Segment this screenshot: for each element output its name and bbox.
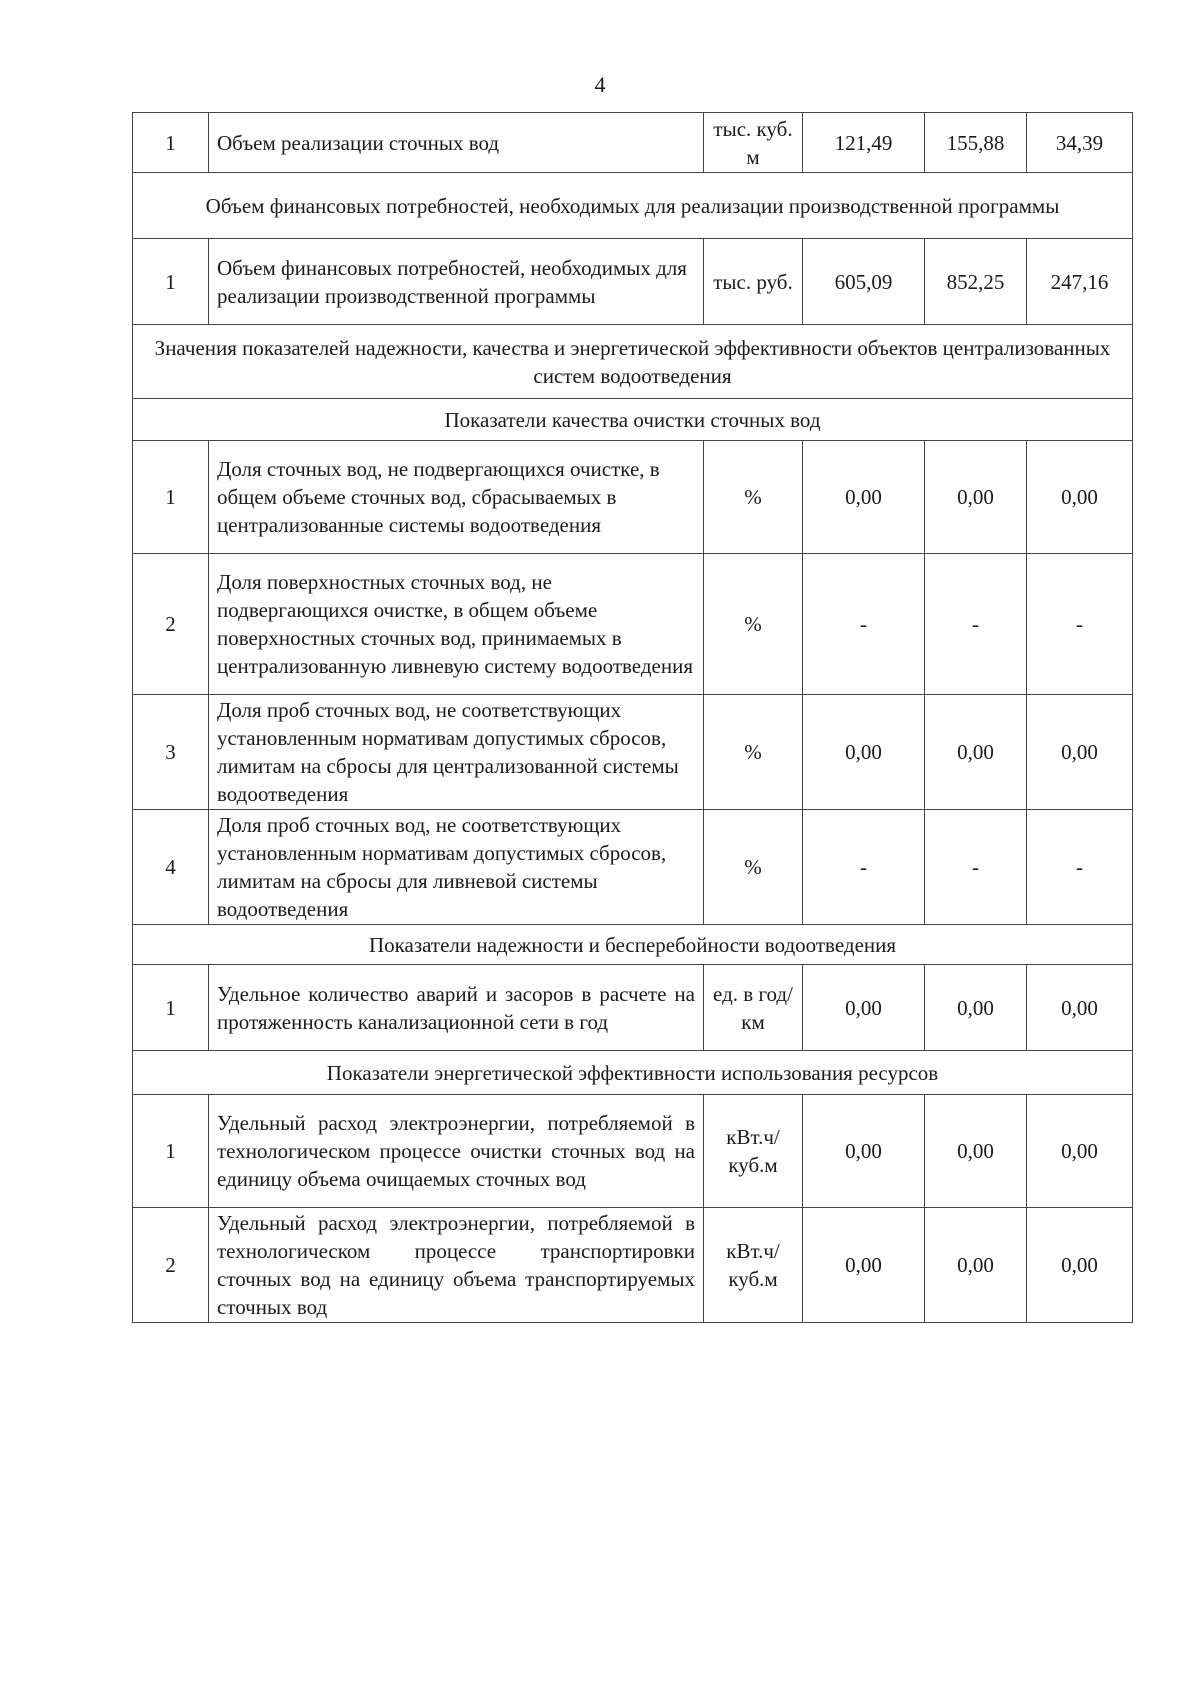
value-3: 0,00 [1027, 441, 1133, 554]
row-number: 3 [133, 695, 209, 810]
value-2: 0,00 [925, 965, 1027, 1051]
indicators-table [132, 112, 1133, 1323]
indicator-unit: % [704, 554, 803, 695]
value-3: 0,00 [1027, 965, 1133, 1051]
indicator-name: Доля проб сточных вод, не соответствующих установленным нормативам допустимых сбросов, лимитам на сбросы для централизованной системы водоотведения [209, 695, 704, 810]
section-header: Значения показателей надежности, качества и энергетической эффективности объектов централизованных систем водоотведения [133, 325, 1133, 399]
table-row [133, 810, 1133, 925]
table-row [133, 965, 1133, 1051]
value-1: 0,00 [803, 965, 925, 1051]
section-header-row [133, 173, 1133, 239]
row-number: 2 [133, 1208, 209, 1323]
row-number: 1 [133, 113, 209, 173]
table-row [133, 441, 1133, 554]
value-1: - [803, 810, 925, 925]
section-header-row [133, 399, 1133, 441]
value-3: 0,00 [1027, 1095, 1133, 1208]
value-2: - [925, 810, 1027, 925]
table-row [133, 1208, 1133, 1323]
section-header-row [133, 1051, 1133, 1095]
page-number: 4 [594, 72, 606, 97]
table-row [133, 1095, 1133, 1208]
row-number: 1 [133, 965, 209, 1051]
row-number: 2 [133, 554, 209, 695]
value-3: 0,00 [1027, 1208, 1133, 1323]
section-header: Показатели надежности и бесперебойности водоотведения [133, 925, 1133, 965]
value-1: 605,09 [803, 239, 925, 325]
value-3: 34,39 [1027, 113, 1133, 173]
section-header: Показатели качества очистки сточных вод [133, 399, 1133, 441]
indicator-unit: % [704, 810, 803, 925]
row-number: 1 [133, 239, 209, 325]
indicator-name: Объем реализации сточных вод [209, 113, 704, 173]
indicator-name: Удельное количество аварий и засоров в расчете на протяженность канализационной сети в год [209, 965, 704, 1051]
value-1: 0,00 [803, 441, 925, 554]
value-3: - [1027, 554, 1133, 695]
value-2: 0,00 [925, 441, 1027, 554]
value-1: 0,00 [803, 1095, 925, 1208]
table-row [133, 695, 1133, 810]
row-number: 1 [133, 1095, 209, 1208]
value-2: 0,00 [925, 1208, 1027, 1323]
value-1: 0,00 [803, 695, 925, 810]
table-row [133, 554, 1133, 695]
value-1: 121,49 [803, 113, 925, 173]
section-header: Объем финансовых потребностей, необходимых для реализации производственной программы [133, 173, 1133, 239]
indicator-unit: кВт.ч/ куб.м [704, 1208, 803, 1323]
section-header-row [133, 925, 1133, 965]
value-3: 247,16 [1027, 239, 1133, 325]
indicator-name: Доля проб сточных вод, не соответствующих установленным нормативам допустимых сбросов, лимитам на сбросы для ливневой системы водоотведения [209, 810, 704, 925]
indicator-name: Объем финансовых потребностей, необходимых для реализации производственной программы [209, 239, 704, 325]
value-2: 0,00 [925, 695, 1027, 810]
indicator-unit: кВт.ч/ куб.м [704, 1095, 803, 1208]
indicator-unit: % [704, 695, 803, 810]
indicator-name: Удельный расход электроэнергии, потребляемой в технологическом процессе очистки сточных вод на единицу объема очищаемых сточных вод [209, 1095, 704, 1208]
value-1: 0,00 [803, 1208, 925, 1323]
row-number: 1 [133, 441, 209, 554]
value-2: 852,25 [925, 239, 1027, 325]
section-header-row [133, 325, 1133, 399]
section-header: Показатели энергетической эффективности использования ресурсов [133, 1051, 1133, 1095]
value-3: 0,00 [1027, 695, 1133, 810]
indicator-name: Доля сточных вод, не подвергающихся очистке, в общем объеме сточных вод, сбрасываемых в централизованные системы водоотведения [209, 441, 704, 554]
table-row [133, 113, 1133, 173]
indicator-unit: тыс. руб. [704, 239, 803, 325]
indicator-unit: тыс. куб. м [704, 113, 803, 173]
value-2: 0,00 [925, 1095, 1027, 1208]
indicator-name: Доля поверхностных сточных вод, не подвергающихся очистке, в общем объеме поверхностных сточных вод, принимаемых в централизованную ливневую систему водоотведения [209, 554, 704, 695]
value-2: 155,88 [925, 113, 1027, 173]
value-1: - [803, 554, 925, 695]
value-2: - [925, 554, 1027, 695]
row-number: 4 [133, 810, 209, 925]
indicator-name: Удельный расход электроэнергии, потребляемой в технологическом процессе транспортировки сточных вод на единицу объема транспортируемых сточных вод [209, 1208, 704, 1323]
indicator-unit: % [704, 441, 803, 554]
indicator-unit: ед. в год/ км [704, 965, 803, 1051]
value-3: - [1027, 810, 1133, 925]
table-row [133, 239, 1133, 325]
